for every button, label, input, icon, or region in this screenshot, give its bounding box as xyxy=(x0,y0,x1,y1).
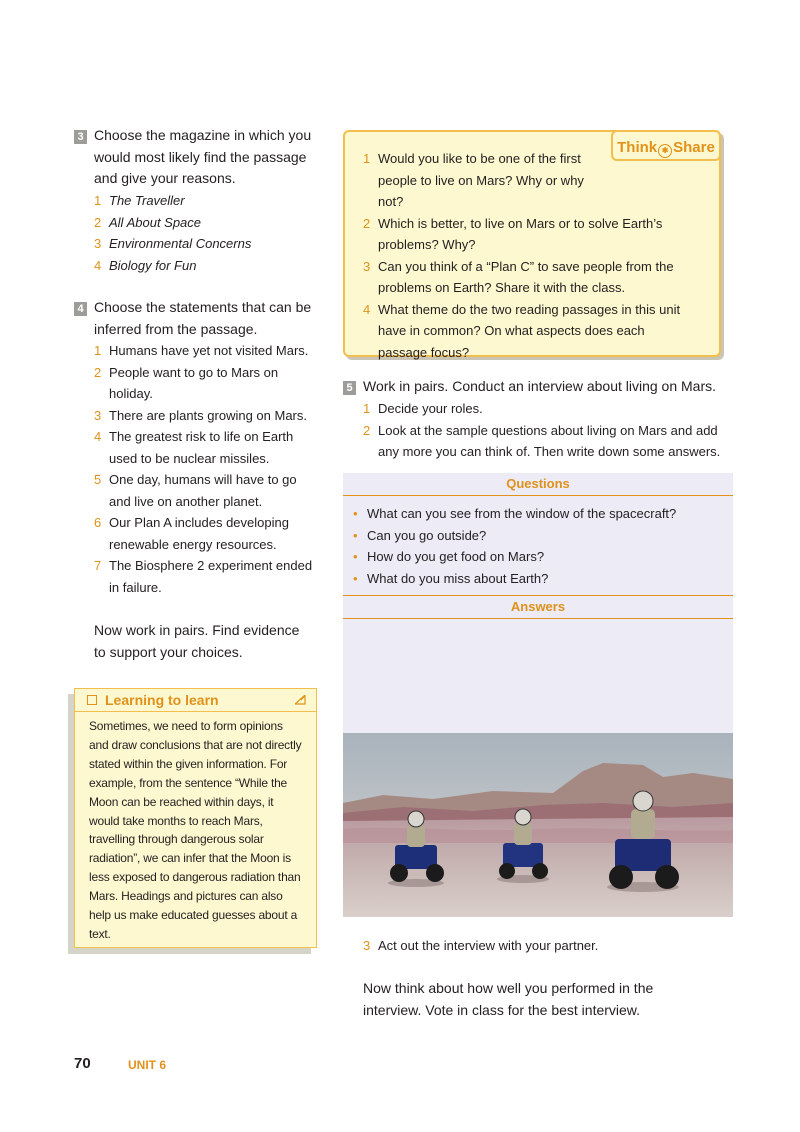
learning-to-learn-title: Learning to learn xyxy=(105,692,219,708)
list-item: 3 Environmental Concerns xyxy=(94,236,252,251)
unit-label: UNIT 6 xyxy=(128,1058,167,1072)
page-number: 70 xyxy=(74,1055,91,1072)
checkbox-square-icon xyxy=(87,695,97,705)
list-item: 3 There are plants growing on Mars. xyxy=(94,407,307,423)
exercise-5-step-3 xyxy=(363,935,738,957)
exercise-4-stem: Choose the statements that can be inferred from the passage. xyxy=(94,299,312,337)
learning-to-learn-box xyxy=(74,688,317,948)
exercise-5-stem: Work in pairs. Conduct an interview about living on Mars. xyxy=(363,378,717,394)
list-item: • Can you go outside? xyxy=(353,525,676,547)
list-item: 7 The Biosphere 2 experiment ended in failure. xyxy=(94,558,313,595)
exercise-3-options xyxy=(94,190,314,276)
list-item: 1 Decide your roles. xyxy=(363,401,483,416)
list-item: 2 Look at the sample questions about living on Mars and add any more you can think of. Then write down some answers. xyxy=(363,422,721,459)
learning-to-learn-header xyxy=(75,689,316,712)
list-item: • How do you get food on Mars? xyxy=(353,546,676,568)
think-label: Think xyxy=(617,139,658,156)
list-item: • What do you miss about Earth? xyxy=(353,568,676,590)
list-item: 4 The greatest risk to life on Earth used to be nuclear missiles. xyxy=(94,429,294,466)
list-item: 1 The Traveller xyxy=(94,193,185,208)
list-item: 1 Humans have yet not visited Mars. xyxy=(94,343,309,358)
list-item: 4 What theme do the two reading passages in this unit have in common? On what aspects does each passage focus? xyxy=(363,301,681,360)
list-item: 4 Biology for Fun xyxy=(94,257,197,273)
option-text: Environmental Concerns xyxy=(109,236,252,251)
list-item: 3 Can you think of a “Plan C” to save people from the problems on Earth? Share it with the class. xyxy=(363,258,674,295)
think-share-box xyxy=(343,130,721,360)
quad-bike-riders-image xyxy=(343,733,733,917)
questions-header: Questions xyxy=(343,473,733,496)
questions-list xyxy=(353,503,676,589)
lightbulb-icon: ✱ xyxy=(658,144,672,158)
answers-header: Answers xyxy=(343,596,733,619)
option-text: Biology for Fun xyxy=(109,257,197,273)
exercise-5-steps xyxy=(363,398,738,463)
list-item: 2 People want to go to Mars on holiday. xyxy=(94,364,279,401)
think-share-questions xyxy=(363,148,698,363)
list-item: 1 Would you like to be one of the first people to live on Mars? Why or why not? xyxy=(363,151,584,209)
list-item: 2 All About Space xyxy=(94,214,202,230)
list-item: 2 Which is better, to live on Mars or to solve Earth’s problems? Why? xyxy=(363,215,663,252)
exercise-5-number: 5 xyxy=(343,381,356,395)
learning-to-learn-body: Sometimes, we need to form opinions and draw conclusions that are not directly stated within the given information. For example, from the sentence “While the Moon can be reached within days, it would take months to reach Mars, travelling through dangerous solar radiation”, we can infer that the Moon is less exposed to dangerous radiation than Mars. Headings and pictures can also help us make educated guesses about a text. xyxy=(89,719,302,941)
share-label: Share xyxy=(673,139,715,156)
exercise-4-followup: Now work in pairs. Find evidence to support your choices. xyxy=(94,622,300,660)
exercise-3-number: 3 xyxy=(74,130,87,144)
exercise-4-options xyxy=(94,340,319,598)
option-text: All About Space xyxy=(109,214,202,230)
questions-answers-table xyxy=(343,473,733,733)
list-item: 5 One day, humans will have to go and live on another planet. xyxy=(94,472,297,509)
option-text: The Traveller xyxy=(109,193,185,208)
exercise-3-stem: Choose the magazine in which you would most likely find the passage and give your reasons. xyxy=(94,127,312,186)
exercise-4-number: 4 xyxy=(74,302,87,316)
mars-simulation-photo xyxy=(343,733,733,917)
corner-triangle-icon xyxy=(295,695,306,705)
exercise-5-followup: Now think about how well you performed in the interview. Vote in class for the best interview. xyxy=(363,980,654,1018)
list-item: 3 Act out the interview with your partner. xyxy=(363,938,599,953)
list-item: • What can you see from the window of the spacecraft? xyxy=(353,503,676,525)
list-item: 6 Our Plan A includes developing renewable energy resources. xyxy=(94,515,289,552)
